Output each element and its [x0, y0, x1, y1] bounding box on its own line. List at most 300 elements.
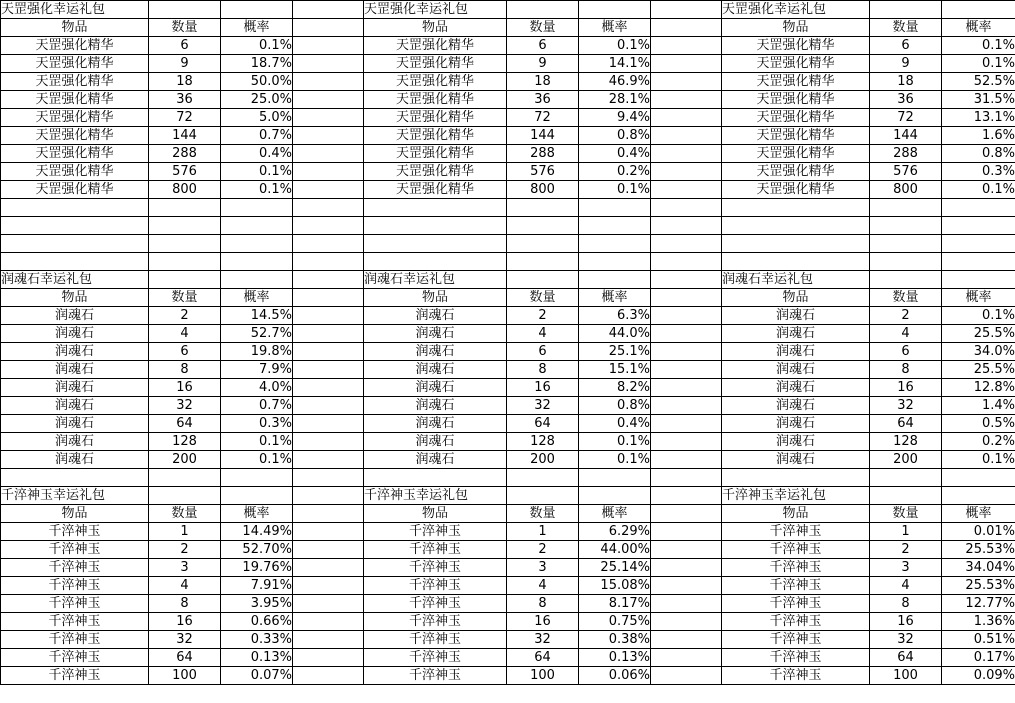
probability-cell[interactable]: 15.1%	[579, 361, 651, 379]
item-cell[interactable]: 千淬神玉	[722, 541, 870, 559]
item-cell[interactable]: 润魂石	[722, 415, 870, 433]
probability-cell[interactable]: 12.77%	[942, 595, 1015, 613]
item-cell[interactable]: 千淬神玉	[1, 541, 149, 559]
quantity-cell[interactable]: 64	[149, 415, 221, 433]
quantity-cell[interactable]: 2	[507, 541, 579, 559]
quantity-cell[interactable]: 6	[870, 37, 942, 55]
item-cell[interactable]: 千淬神玉	[722, 559, 870, 577]
quantity-cell[interactable]: 1	[149, 523, 221, 541]
item-cell[interactable]: 润魂石	[722, 433, 870, 451]
quantity-cell[interactable]: 288	[870, 145, 942, 163]
probability-cell[interactable]: 0.8%	[579, 397, 651, 415]
probability-cell[interactable]: 0.1%	[942, 37, 1015, 55]
quantity-cell[interactable]: 9	[149, 55, 221, 73]
item-cell[interactable]: 天罡强化精华	[722, 109, 870, 127]
probability-cell[interactable]: 0.1%	[221, 451, 293, 469]
item-cell[interactable]: 润魂石	[364, 361, 507, 379]
empty-cell[interactable]	[221, 253, 293, 271]
sheet-cell[interactable]	[221, 1, 293, 19]
probability-cell[interactable]: 1.36%	[942, 613, 1015, 631]
empty-cell[interactable]	[942, 235, 1015, 253]
quantity-cell[interactable]: 6	[149, 343, 221, 361]
item-cell[interactable]: 天罡强化精华	[364, 109, 507, 127]
quantity-cell[interactable]: 16	[507, 613, 579, 631]
probability-cell[interactable]: 0.1%	[221, 181, 293, 199]
item-cell[interactable]: 千淬神玉	[364, 649, 507, 667]
probability-cell[interactable]: 0.2%	[579, 163, 651, 181]
quantity-cell[interactable]: 576	[149, 163, 221, 181]
item-cell[interactable]: 润魂石	[722, 397, 870, 415]
quantity-cell[interactable]: 32	[149, 631, 221, 649]
probability-cell[interactable]: 0.09%	[942, 667, 1015, 685]
block-title-cell[interactable]: 润魂石幸运礼包	[1, 271, 149, 289]
sheet-cell[interactable]	[507, 487, 579, 505]
header-cell-quantity[interactable]: 数量	[149, 19, 221, 37]
header-cell-item[interactable]: 物品	[722, 505, 870, 523]
empty-cell[interactable]	[507, 199, 579, 217]
quantity-cell[interactable]: 18	[507, 73, 579, 91]
item-cell[interactable]: 千淬神玉	[722, 649, 870, 667]
item-cell[interactable]: 润魂石	[722, 361, 870, 379]
quantity-cell[interactable]: 100	[870, 667, 942, 685]
probability-cell[interactable]: 0.1%	[942, 181, 1015, 199]
empty-cell[interactable]	[149, 199, 221, 217]
item-cell[interactable]: 润魂石	[364, 343, 507, 361]
item-cell[interactable]: 千淬神玉	[1, 595, 149, 613]
probability-cell[interactable]: 0.1%	[942, 451, 1015, 469]
item-cell[interactable]: 天罡强化精华	[1, 145, 149, 163]
header-cell-probability[interactable]: 概率	[579, 19, 651, 37]
quantity-cell[interactable]: 18	[870, 73, 942, 91]
item-cell[interactable]: 润魂石	[1, 379, 149, 397]
empty-cell[interactable]	[722, 253, 870, 271]
item-cell[interactable]: 天罡强化精华	[1, 91, 149, 109]
empty-cell[interactable]	[364, 253, 507, 271]
probability-cell[interactable]: 0.3%	[942, 163, 1015, 181]
empty-cell[interactable]	[149, 253, 221, 271]
item-cell[interactable]: 天罡强化精华	[1, 163, 149, 181]
item-cell[interactable]: 润魂石	[722, 325, 870, 343]
item-cell[interactable]: 天罡强化精华	[1, 37, 149, 55]
header-cell-probability[interactable]: 概率	[579, 505, 651, 523]
probability-cell[interactable]: 0.5%	[942, 415, 1015, 433]
item-cell[interactable]: 天罡强化精华	[364, 181, 507, 199]
quantity-cell[interactable]: 576	[870, 163, 942, 181]
empty-cell[interactable]	[722, 217, 870, 235]
empty-cell[interactable]	[722, 235, 870, 253]
quantity-cell[interactable]: 32	[507, 397, 579, 415]
block-title-cell[interactable]: 天罡强化幸运礼包	[722, 1, 870, 19]
empty-cell[interactable]	[579, 235, 651, 253]
sheet-cell[interactable]	[579, 1, 651, 19]
item-cell[interactable]: 润魂石	[722, 343, 870, 361]
probability-cell[interactable]: 6.3%	[579, 307, 651, 325]
probability-cell[interactable]: 52.7%	[221, 325, 293, 343]
header-cell-item[interactable]: 物品	[1, 19, 149, 37]
probability-cell[interactable]: 25.14%	[579, 559, 651, 577]
header-cell-probability[interactable]: 概率	[221, 289, 293, 307]
probability-cell[interactable]: 12.8%	[942, 379, 1015, 397]
block-title-cell[interactable]: 润魂石幸运礼包	[364, 271, 507, 289]
probability-cell[interactable]: 14.1%	[579, 55, 651, 73]
probability-cell[interactable]: 52.70%	[221, 541, 293, 559]
probability-cell[interactable]: 0.1%	[579, 433, 651, 451]
item-cell[interactable]: 润魂石	[364, 307, 507, 325]
sheet-cell[interactable]	[221, 487, 293, 505]
item-cell[interactable]: 千淬神玉	[364, 595, 507, 613]
quantity-cell[interactable]: 32	[870, 397, 942, 415]
quantity-cell[interactable]: 144	[507, 127, 579, 145]
quantity-cell[interactable]: 2	[870, 307, 942, 325]
probability-cell[interactable]: 0.13%	[579, 649, 651, 667]
quantity-cell[interactable]: 2	[149, 541, 221, 559]
sheet-cell[interactable]	[149, 487, 221, 505]
quantity-cell[interactable]: 128	[870, 433, 942, 451]
item-cell[interactable]: 千淬神玉	[722, 577, 870, 595]
item-cell[interactable]: 天罡强化精华	[1, 73, 149, 91]
probability-cell[interactable]: 19.8%	[221, 343, 293, 361]
probability-cell[interactable]: 7.9%	[221, 361, 293, 379]
probability-cell[interactable]: 8.2%	[579, 379, 651, 397]
sheet-cell[interactable]	[942, 271, 1015, 289]
sheet-cell[interactable]	[579, 271, 651, 289]
probability-cell[interactable]: 0.17%	[942, 649, 1015, 667]
empty-cell[interactable]	[149, 217, 221, 235]
quantity-cell[interactable]: 144	[870, 127, 942, 145]
quantity-cell[interactable]: 16	[149, 613, 221, 631]
probability-cell[interactable]: 0.7%	[221, 127, 293, 145]
empty-cell[interactable]	[507, 235, 579, 253]
empty-cell[interactable]	[870, 235, 942, 253]
probability-cell[interactable]: 50.0%	[221, 73, 293, 91]
item-cell[interactable]: 千淬神玉	[1, 649, 149, 667]
quantity-cell[interactable]: 32	[149, 397, 221, 415]
item-cell[interactable]: 千淬神玉	[364, 577, 507, 595]
probability-cell[interactable]: 0.8%	[942, 145, 1015, 163]
quantity-cell[interactable]: 4	[870, 577, 942, 595]
item-cell[interactable]: 千淬神玉	[722, 613, 870, 631]
quantity-cell[interactable]: 1	[870, 523, 942, 541]
empty-cell[interactable]	[1, 217, 149, 235]
empty-cell[interactable]	[722, 469, 870, 487]
item-cell[interactable]: 天罡强化精华	[1, 181, 149, 199]
quantity-cell[interactable]: 800	[507, 181, 579, 199]
item-cell[interactable]: 润魂石	[722, 379, 870, 397]
quantity-cell[interactable]: 36	[149, 91, 221, 109]
item-cell[interactable]: 润魂石	[1, 307, 149, 325]
item-cell[interactable]: 天罡强化精华	[1, 127, 149, 145]
item-cell[interactable]: 润魂石	[364, 325, 507, 343]
quantity-cell[interactable]: 288	[149, 145, 221, 163]
quantity-cell[interactable]: 576	[507, 163, 579, 181]
quantity-cell[interactable]: 64	[507, 415, 579, 433]
item-cell[interactable]: 千淬神玉	[364, 541, 507, 559]
item-cell[interactable]: 千淬神玉	[1, 613, 149, 631]
probability-cell[interactable]: 0.4%	[579, 145, 651, 163]
probability-cell[interactable]: 1.4%	[942, 397, 1015, 415]
block-title-cell[interactable]: 千淬神玉幸运礼包	[364, 487, 507, 505]
header-cell-probability[interactable]: 概率	[942, 19, 1015, 37]
probability-cell[interactable]: 19.76%	[221, 559, 293, 577]
empty-cell[interactable]	[364, 217, 507, 235]
empty-cell[interactable]	[942, 469, 1015, 487]
header-cell-quantity[interactable]: 数量	[507, 505, 579, 523]
probability-cell[interactable]: 18.7%	[221, 55, 293, 73]
quantity-cell[interactable]: 32	[870, 631, 942, 649]
empty-cell[interactable]	[579, 217, 651, 235]
empty-cell[interactable]	[507, 469, 579, 487]
quantity-cell[interactable]: 4	[870, 325, 942, 343]
item-cell[interactable]: 天罡强化精华	[1, 109, 149, 127]
item-cell[interactable]: 天罡强化精华	[722, 55, 870, 73]
probability-cell[interactable]: 0.06%	[579, 667, 651, 685]
item-cell[interactable]: 千淬神玉	[1, 559, 149, 577]
header-cell-probability[interactable]: 概率	[221, 19, 293, 37]
probability-cell[interactable]: 46.9%	[579, 73, 651, 91]
probability-cell[interactable]: 0.33%	[221, 631, 293, 649]
sheet-cell[interactable]	[942, 487, 1015, 505]
empty-cell[interactable]	[942, 253, 1015, 271]
item-cell[interactable]: 润魂石	[364, 397, 507, 415]
sheet-cell[interactable]	[579, 487, 651, 505]
quantity-cell[interactable]: 32	[507, 631, 579, 649]
item-cell[interactable]: 天罡强化精华	[722, 37, 870, 55]
quantity-cell[interactable]: 2	[870, 541, 942, 559]
item-cell[interactable]: 天罡强化精华	[364, 163, 507, 181]
header-cell-quantity[interactable]: 数量	[507, 19, 579, 37]
empty-cell[interactable]	[870, 217, 942, 235]
quantity-cell[interactable]: 8	[507, 595, 579, 613]
quantity-cell[interactable]: 8	[507, 361, 579, 379]
item-cell[interactable]: 润魂石	[1, 343, 149, 361]
header-cell-quantity[interactable]: 数量	[149, 289, 221, 307]
item-cell[interactable]: 润魂石	[364, 379, 507, 397]
probability-cell[interactable]: 25.0%	[221, 91, 293, 109]
probability-cell[interactable]: 0.4%	[579, 415, 651, 433]
quantity-cell[interactable]: 100	[507, 667, 579, 685]
item-cell[interactable]: 天罡强化精华	[364, 91, 507, 109]
quantity-cell[interactable]: 16	[870, 613, 942, 631]
item-cell[interactable]: 天罡强化精华	[364, 145, 507, 163]
quantity-cell[interactable]: 36	[507, 91, 579, 109]
empty-cell[interactable]	[870, 469, 942, 487]
quantity-cell[interactable]: 3	[149, 559, 221, 577]
probability-cell[interactable]: 13.1%	[942, 109, 1015, 127]
probability-cell[interactable]: 1.6%	[942, 127, 1015, 145]
sheet-cell[interactable]	[507, 1, 579, 19]
item-cell[interactable]: 天罡强化精华	[722, 145, 870, 163]
quantity-cell[interactable]: 16	[507, 379, 579, 397]
block-title-cell[interactable]: 千淬神玉幸运礼包	[722, 487, 870, 505]
probability-cell[interactable]: 31.5%	[942, 91, 1015, 109]
header-cell-item[interactable]: 物品	[1, 505, 149, 523]
empty-cell[interactable]	[579, 199, 651, 217]
quantity-cell[interactable]: 16	[870, 379, 942, 397]
item-cell[interactable]: 千淬神玉	[1, 631, 149, 649]
empty-cell[interactable]	[364, 235, 507, 253]
item-cell[interactable]: 天罡强化精华	[364, 73, 507, 91]
quantity-cell[interactable]: 2	[149, 307, 221, 325]
item-cell[interactable]: 千淬神玉	[364, 559, 507, 577]
probability-cell[interactable]: 0.07%	[221, 667, 293, 685]
quantity-cell[interactable]: 800	[149, 181, 221, 199]
quantity-cell[interactable]: 64	[507, 649, 579, 667]
item-cell[interactable]: 千淬神玉	[722, 595, 870, 613]
probability-cell[interactable]: 14.49%	[221, 523, 293, 541]
empty-cell[interactable]	[149, 469, 221, 487]
probability-cell[interactable]: 4.0%	[221, 379, 293, 397]
header-cell-quantity[interactable]: 数量	[149, 505, 221, 523]
empty-cell[interactable]	[722, 199, 870, 217]
empty-cell[interactable]	[1, 199, 149, 217]
quantity-cell[interactable]: 100	[149, 667, 221, 685]
probability-cell[interactable]: 0.8%	[579, 127, 651, 145]
item-cell[interactable]: 润魂石	[722, 451, 870, 469]
sheet-cell[interactable]	[149, 271, 221, 289]
block-title-cell[interactable]: 天罡强化幸运礼包	[1, 1, 149, 19]
probability-cell[interactable]: 0.1%	[579, 37, 651, 55]
header-cell-probability[interactable]: 概率	[942, 505, 1015, 523]
probability-cell[interactable]: 34.0%	[942, 343, 1015, 361]
quantity-cell[interactable]: 128	[507, 433, 579, 451]
quantity-cell[interactable]: 6	[507, 343, 579, 361]
quantity-cell[interactable]: 2	[507, 307, 579, 325]
header-cell-item[interactable]: 物品	[1, 289, 149, 307]
quantity-cell[interactable]: 8	[870, 361, 942, 379]
item-cell[interactable]: 润魂石	[364, 451, 507, 469]
probability-cell[interactable]: 0.1%	[221, 37, 293, 55]
header-cell-item[interactable]: 物品	[364, 19, 507, 37]
sheet-cell[interactable]	[870, 271, 942, 289]
item-cell[interactable]: 千淬神玉	[1, 577, 149, 595]
probability-cell[interactable]: 3.95%	[221, 595, 293, 613]
empty-cell[interactable]	[1, 235, 149, 253]
item-cell[interactable]: 天罡强化精华	[722, 163, 870, 181]
item-cell[interactable]: 天罡强化精华	[364, 127, 507, 145]
empty-cell[interactable]	[507, 253, 579, 271]
empty-cell[interactable]	[364, 469, 507, 487]
probability-cell[interactable]: 0.1%	[221, 163, 293, 181]
item-cell[interactable]: 千淬神玉	[1, 667, 149, 685]
item-cell[interactable]: 润魂石	[1, 433, 149, 451]
probability-cell[interactable]: 34.04%	[942, 559, 1015, 577]
header-cell-item[interactable]: 物品	[722, 289, 870, 307]
sheet-cell[interactable]	[221, 271, 293, 289]
quantity-cell[interactable]: 9	[870, 55, 942, 73]
probability-cell[interactable]: 0.7%	[221, 397, 293, 415]
probability-cell[interactable]: 0.38%	[579, 631, 651, 649]
item-cell[interactable]: 润魂石	[1, 361, 149, 379]
probability-cell[interactable]: 8.17%	[579, 595, 651, 613]
sheet-cell[interactable]	[149, 1, 221, 19]
probability-cell[interactable]: 0.13%	[221, 649, 293, 667]
sheet-cell[interactable]	[942, 1, 1015, 19]
header-cell-quantity[interactable]: 数量	[870, 505, 942, 523]
probability-cell[interactable]: 0.51%	[942, 631, 1015, 649]
probability-cell[interactable]: 25.53%	[942, 577, 1015, 595]
quantity-cell[interactable]: 6	[507, 37, 579, 55]
item-cell[interactable]: 天罡强化精华	[364, 37, 507, 55]
item-cell[interactable]: 千淬神玉	[722, 523, 870, 541]
probability-cell[interactable]: 44.0%	[579, 325, 651, 343]
probability-cell[interactable]: 5.0%	[221, 109, 293, 127]
item-cell[interactable]: 千淬神玉	[364, 667, 507, 685]
quantity-cell[interactable]: 9	[507, 55, 579, 73]
item-cell[interactable]: 润魂石	[722, 307, 870, 325]
header-cell-quantity[interactable]: 数量	[507, 289, 579, 307]
item-cell[interactable]: 千淬神玉	[722, 631, 870, 649]
item-cell[interactable]: 千淬神玉	[364, 613, 507, 631]
probability-cell[interactable]: 14.5%	[221, 307, 293, 325]
quantity-cell[interactable]: 288	[507, 145, 579, 163]
empty-cell[interactable]	[221, 235, 293, 253]
probability-cell[interactable]: 44.00%	[579, 541, 651, 559]
quantity-cell[interactable]: 8	[870, 595, 942, 613]
quantity-cell[interactable]: 1	[507, 523, 579, 541]
block-title-cell[interactable]: 千淬神玉幸运礼包	[1, 487, 149, 505]
quantity-cell[interactable]: 72	[507, 109, 579, 127]
header-cell-probability[interactable]: 概率	[579, 289, 651, 307]
item-cell[interactable]: 天罡强化精华	[722, 127, 870, 145]
empty-cell[interactable]	[870, 253, 942, 271]
item-cell[interactable]: 天罡强化精华	[722, 91, 870, 109]
probability-cell[interactable]: 0.1%	[221, 433, 293, 451]
item-cell[interactable]: 润魂石	[364, 433, 507, 451]
item-cell[interactable]: 润魂石	[1, 325, 149, 343]
sheet-cell[interactable]	[870, 1, 942, 19]
probability-cell[interactable]: 0.1%	[942, 55, 1015, 73]
item-cell[interactable]: 千淬神玉	[1, 523, 149, 541]
probability-cell[interactable]: 0.1%	[579, 451, 651, 469]
quantity-cell[interactable]: 200	[507, 451, 579, 469]
quantity-cell[interactable]: 64	[870, 415, 942, 433]
header-cell-quantity[interactable]: 数量	[870, 289, 942, 307]
probability-cell[interactable]: 0.66%	[221, 613, 293, 631]
probability-cell[interactable]: 0.4%	[221, 145, 293, 163]
empty-cell[interactable]	[1, 469, 149, 487]
quantity-cell[interactable]: 4	[507, 577, 579, 595]
quantity-cell[interactable]: 6	[870, 343, 942, 361]
probability-cell[interactable]: 6.29%	[579, 523, 651, 541]
header-cell-item[interactable]: 物品	[364, 289, 507, 307]
empty-cell[interactable]	[942, 199, 1015, 217]
quantity-cell[interactable]: 64	[149, 649, 221, 667]
item-cell[interactable]: 千淬神玉	[364, 523, 507, 541]
item-cell[interactable]: 天罡强化精华	[364, 55, 507, 73]
quantity-cell[interactable]: 800	[870, 181, 942, 199]
header-cell-item[interactable]: 物品	[364, 505, 507, 523]
probability-cell[interactable]: 15.08%	[579, 577, 651, 595]
quantity-cell[interactable]: 4	[507, 325, 579, 343]
item-cell[interactable]: 天罡强化精华	[722, 73, 870, 91]
block-title-cell[interactable]: 润魂石幸运礼包	[722, 271, 870, 289]
header-cell-quantity[interactable]: 数量	[870, 19, 942, 37]
probability-cell[interactable]: 25.5%	[942, 325, 1015, 343]
quantity-cell[interactable]: 18	[149, 73, 221, 91]
item-cell[interactable]: 润魂石	[1, 415, 149, 433]
sheet-cell[interactable]	[870, 487, 942, 505]
probability-cell[interactable]: 0.75%	[579, 613, 651, 631]
empty-cell[interactable]	[221, 217, 293, 235]
item-cell[interactable]: 千淬神玉	[364, 631, 507, 649]
quantity-cell[interactable]: 8	[149, 595, 221, 613]
item-cell[interactable]: 天罡强化精华	[1, 55, 149, 73]
probability-cell[interactable]: 9.4%	[579, 109, 651, 127]
probability-cell[interactable]: 7.91%	[221, 577, 293, 595]
block-title-cell[interactable]: 天罡强化幸运礼包	[364, 1, 507, 19]
quantity-cell[interactable]: 200	[149, 451, 221, 469]
quantity-cell[interactable]: 6	[149, 37, 221, 55]
